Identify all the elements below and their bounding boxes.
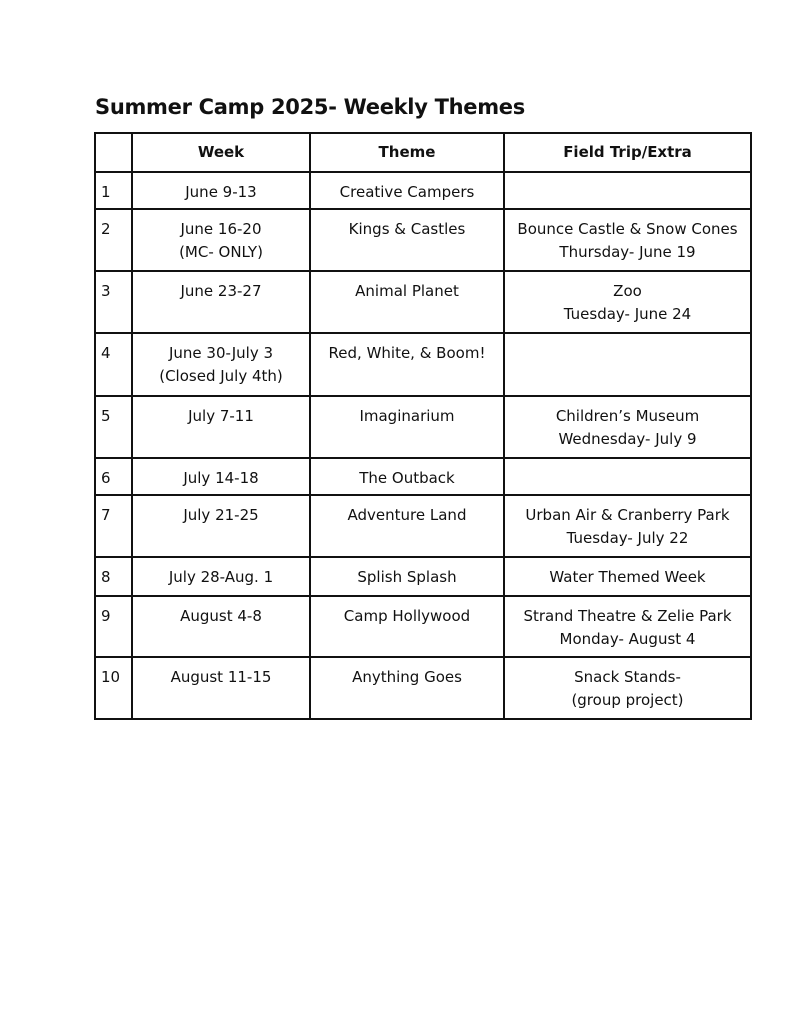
field-trip-name: Urban Air & Cranberry Park [525, 506, 730, 524]
week-dates-cell [132, 495, 310, 557]
theme-cell [310, 271, 504, 333]
theme-cell [310, 172, 504, 209]
field-trip-cell [504, 458, 751, 495]
field-trip-date: Tuesday- July 22 [566, 529, 689, 547]
week-dates-cell [132, 596, 310, 657]
week-dates: June 23-27 [180, 282, 262, 300]
week-dates-cell [132, 458, 310, 495]
week-dates: July 28-Aug. 1 [168, 568, 274, 586]
field-trip-cell [504, 209, 751, 271]
week-dates-cell [132, 557, 310, 596]
field-trip-name: Snack Stands- [574, 668, 681, 686]
table-row [95, 596, 751, 657]
week-number: 10 [95, 657, 132, 719]
field-trip-cell [504, 396, 751, 458]
week-dates: June 16-20 [180, 220, 262, 238]
table-row [95, 333, 751, 396]
weekly-themes-table [94, 132, 752, 720]
week-dates: July 21-25 [183, 506, 259, 524]
week-dates-cell [132, 396, 310, 458]
field-trip-name: Strand Theatre & Zelie Park [523, 607, 732, 625]
theme-name: The Outback [359, 469, 455, 487]
field-trip-name: Bounce Castle & Snow Cones [517, 220, 738, 238]
page-title: Summer Camp 2025- Weekly Themes [95, 95, 525, 119]
week-number: 1 [95, 172, 132, 209]
theme-cell [310, 657, 504, 719]
theme-name: Imaginarium [359, 407, 455, 425]
field-trip-cell [504, 557, 751, 596]
week-dates: August 4-8 [180, 607, 262, 625]
week-number: 9 [95, 596, 132, 657]
field-trip-date: Wednesday- July 9 [558, 430, 697, 448]
theme-cell [310, 596, 504, 657]
field-trip-cell [504, 596, 751, 657]
theme-name: Splish Splash [357, 568, 457, 586]
week-number: 5 [95, 396, 132, 458]
field-trip-date: Thursday- June 19 [559, 243, 696, 261]
week-note: (Closed July 4th) [159, 367, 283, 385]
table-row [95, 271, 751, 333]
theme-cell [310, 557, 504, 596]
header-week: Week [132, 133, 310, 172]
field-trip-cell [504, 495, 751, 557]
field-trip-date: Monday- August 4 [559, 630, 696, 648]
header-number [95, 133, 132, 172]
field-trip-name: Zoo [613, 282, 642, 300]
week-number: 6 [95, 458, 132, 495]
week-number: 7 [95, 495, 132, 557]
theme-cell [310, 495, 504, 557]
theme-cell [310, 333, 504, 396]
table-row [95, 172, 751, 209]
theme-name: Kings & Castles [348, 220, 466, 238]
week-dates: June 30-July 3 [168, 344, 274, 362]
table-row [95, 396, 751, 458]
theme-name: Creative Campers [339, 183, 475, 201]
week-dates-cell [132, 657, 310, 719]
theme-name: Red, White, & Boom! [328, 344, 486, 362]
week-dates-cell [132, 333, 310, 396]
theme-name: Anything Goes [352, 668, 462, 686]
field-trip-cell [504, 657, 751, 719]
table-row [95, 209, 751, 271]
theme-name: Adventure Land [347, 506, 467, 524]
table-header-row [95, 133, 751, 172]
theme-cell [310, 458, 504, 495]
header-field-trip: Field Trip/Extra [504, 133, 751, 172]
table-row [95, 657, 751, 719]
field-trip-name: Children’s Museum [555, 407, 700, 425]
theme-name: Camp Hollywood [343, 607, 471, 625]
field-trip-cell [504, 172, 751, 209]
week-number: 4 [95, 333, 132, 396]
week-dates: July 7-11 [188, 407, 254, 425]
week-dates: June 9-13 [185, 183, 257, 201]
theme-cell [310, 209, 504, 271]
table-row [95, 557, 751, 596]
field-trip-cell [504, 271, 751, 333]
field-trip-name: Water Themed Week [549, 568, 706, 586]
theme-name: Animal Planet [355, 282, 459, 300]
header-theme: Theme [310, 133, 504, 172]
week-dates: August 11-15 [170, 668, 272, 686]
week-number: 3 [95, 271, 132, 333]
field-trip-date: (group project) [571, 691, 684, 709]
week-note: (MC- ONLY) [179, 243, 263, 261]
field-trip-date: Tuesday- June 24 [563, 305, 692, 323]
week-dates-cell [132, 172, 310, 209]
week-dates: July 14-18 [183, 469, 259, 487]
table-row [95, 495, 751, 557]
table-row [95, 458, 751, 495]
week-dates-cell [132, 271, 310, 333]
week-number: 8 [95, 557, 132, 596]
week-number: 2 [95, 209, 132, 271]
week-dates-cell [132, 209, 310, 271]
theme-cell [310, 396, 504, 458]
field-trip-cell [504, 333, 751, 396]
